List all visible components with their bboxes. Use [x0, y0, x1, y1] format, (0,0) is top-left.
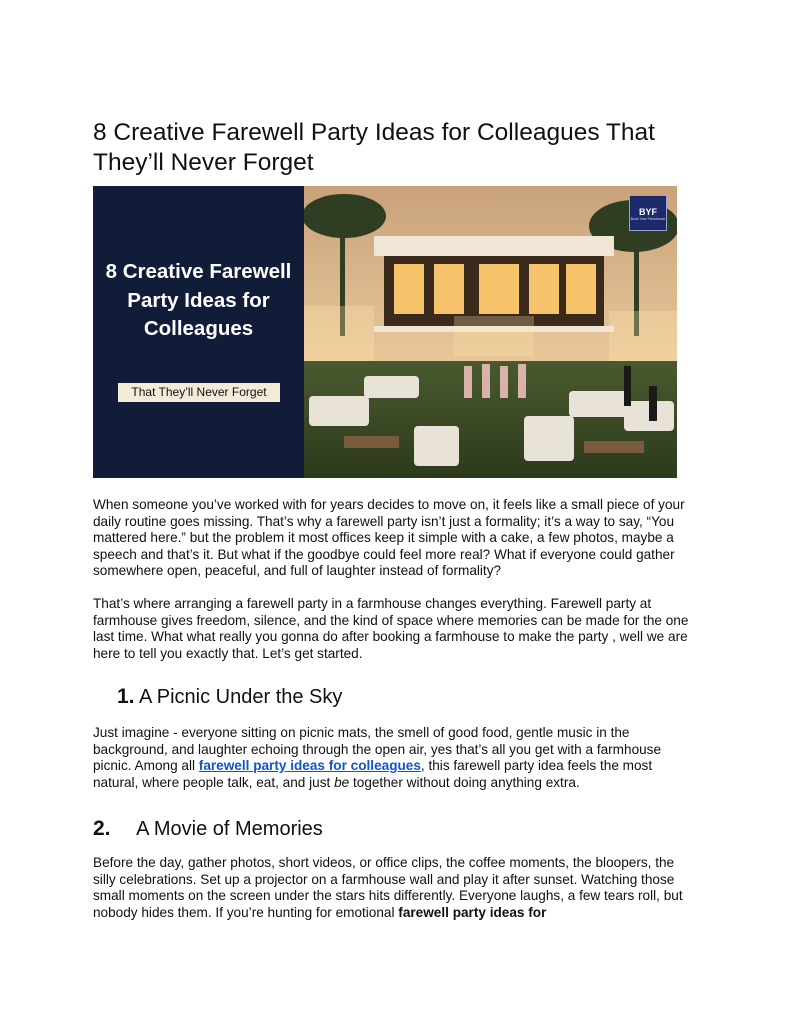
section-1-text-end: together without doing anything extra.: [349, 774, 580, 790]
section-2-paragraph: [93, 855, 699, 921]
section-1-text-mid: , this farewell party idea feels the most natural, where people talk, eat, and just: [93, 758, 653, 790]
hero-text-panel: [93, 186, 304, 478]
section-1-paragraph: [93, 725, 699, 791]
section-1-title: A Picnic Under the Sky: [138, 686, 343, 708]
hero-subtitle: That They’ll Never Forget: [118, 383, 280, 402]
intro-paragraph-1: When someone you’ve worked with for years decides to move on, it feels like a small piece of your daily routine goes missing. That’s why a farewell party isn’t just a formality; it’s a way to say, “You mattered here.” but the problem it most offices keep it simple with a cake, a few photos, maybe a speech and that’s it. But what if the goodbye could feel more real? What if everyone could gather somewhere open, peaceful, and full of laughter instead of formality?: [93, 497, 685, 578]
section-2-number: 2.: [93, 817, 111, 840]
section-2-title: A Movie of Memories: [136, 818, 323, 840]
section-2-text: Before the day, gather photos, short videos, or office clips, the coffee moments, the bloopers, the silly celebrations. Set up a projector on a farmhouse wall and play it after sunset. Watching those small moments on the screen under the stars hits differently. Everyone laughs, a few tears roll, but nobody hides them. If you’re hunting for emotional: [93, 855, 683, 920]
farmhouse-party-photo: [304, 186, 677, 478]
section-1-text: Just imagine - everyone sitting on picnic mats, the smell of good food, gentle music in the background, and laughter echoing through the open air, yes that’s all you get with a farmhouse picnic. Among all: [93, 725, 662, 773]
byf-logo: [629, 195, 667, 231]
section-1-heading: [117, 685, 342, 709]
farewell-ideas-link[interactable]: farewell party ideas for colleagues: [198, 758, 421, 773]
page-title: 8 Creative Farewell Party Ideas for Colleagues That They’ll Never Forget: [93, 119, 655, 176]
logo-text: BYF: [639, 207, 657, 217]
hero-image: [93, 186, 677, 478]
intro-paragraph-2: That’s where arranging a farewell party in a farmhouse changes everything. Farewell party at farmhouse gives freedom, silence, and the kind of space where memories can be made for the one last time. What what really you gonna do after booking a farmhouse to make the party , well we are here to tell you exactly that. Let’s get started.: [93, 596, 689, 661]
section-1-emphasis: be: [334, 774, 350, 790]
hero-title: 8 Creative Farewell Party Ideas for Colleagues: [105, 260, 292, 340]
section-1-number: 1.: [117, 685, 135, 708]
logo-tagline: Book Your Farmhouse: [630, 217, 666, 221]
section-2-heading: [93, 817, 323, 841]
section-2-bold: farewell party ideas for: [398, 904, 547, 920]
